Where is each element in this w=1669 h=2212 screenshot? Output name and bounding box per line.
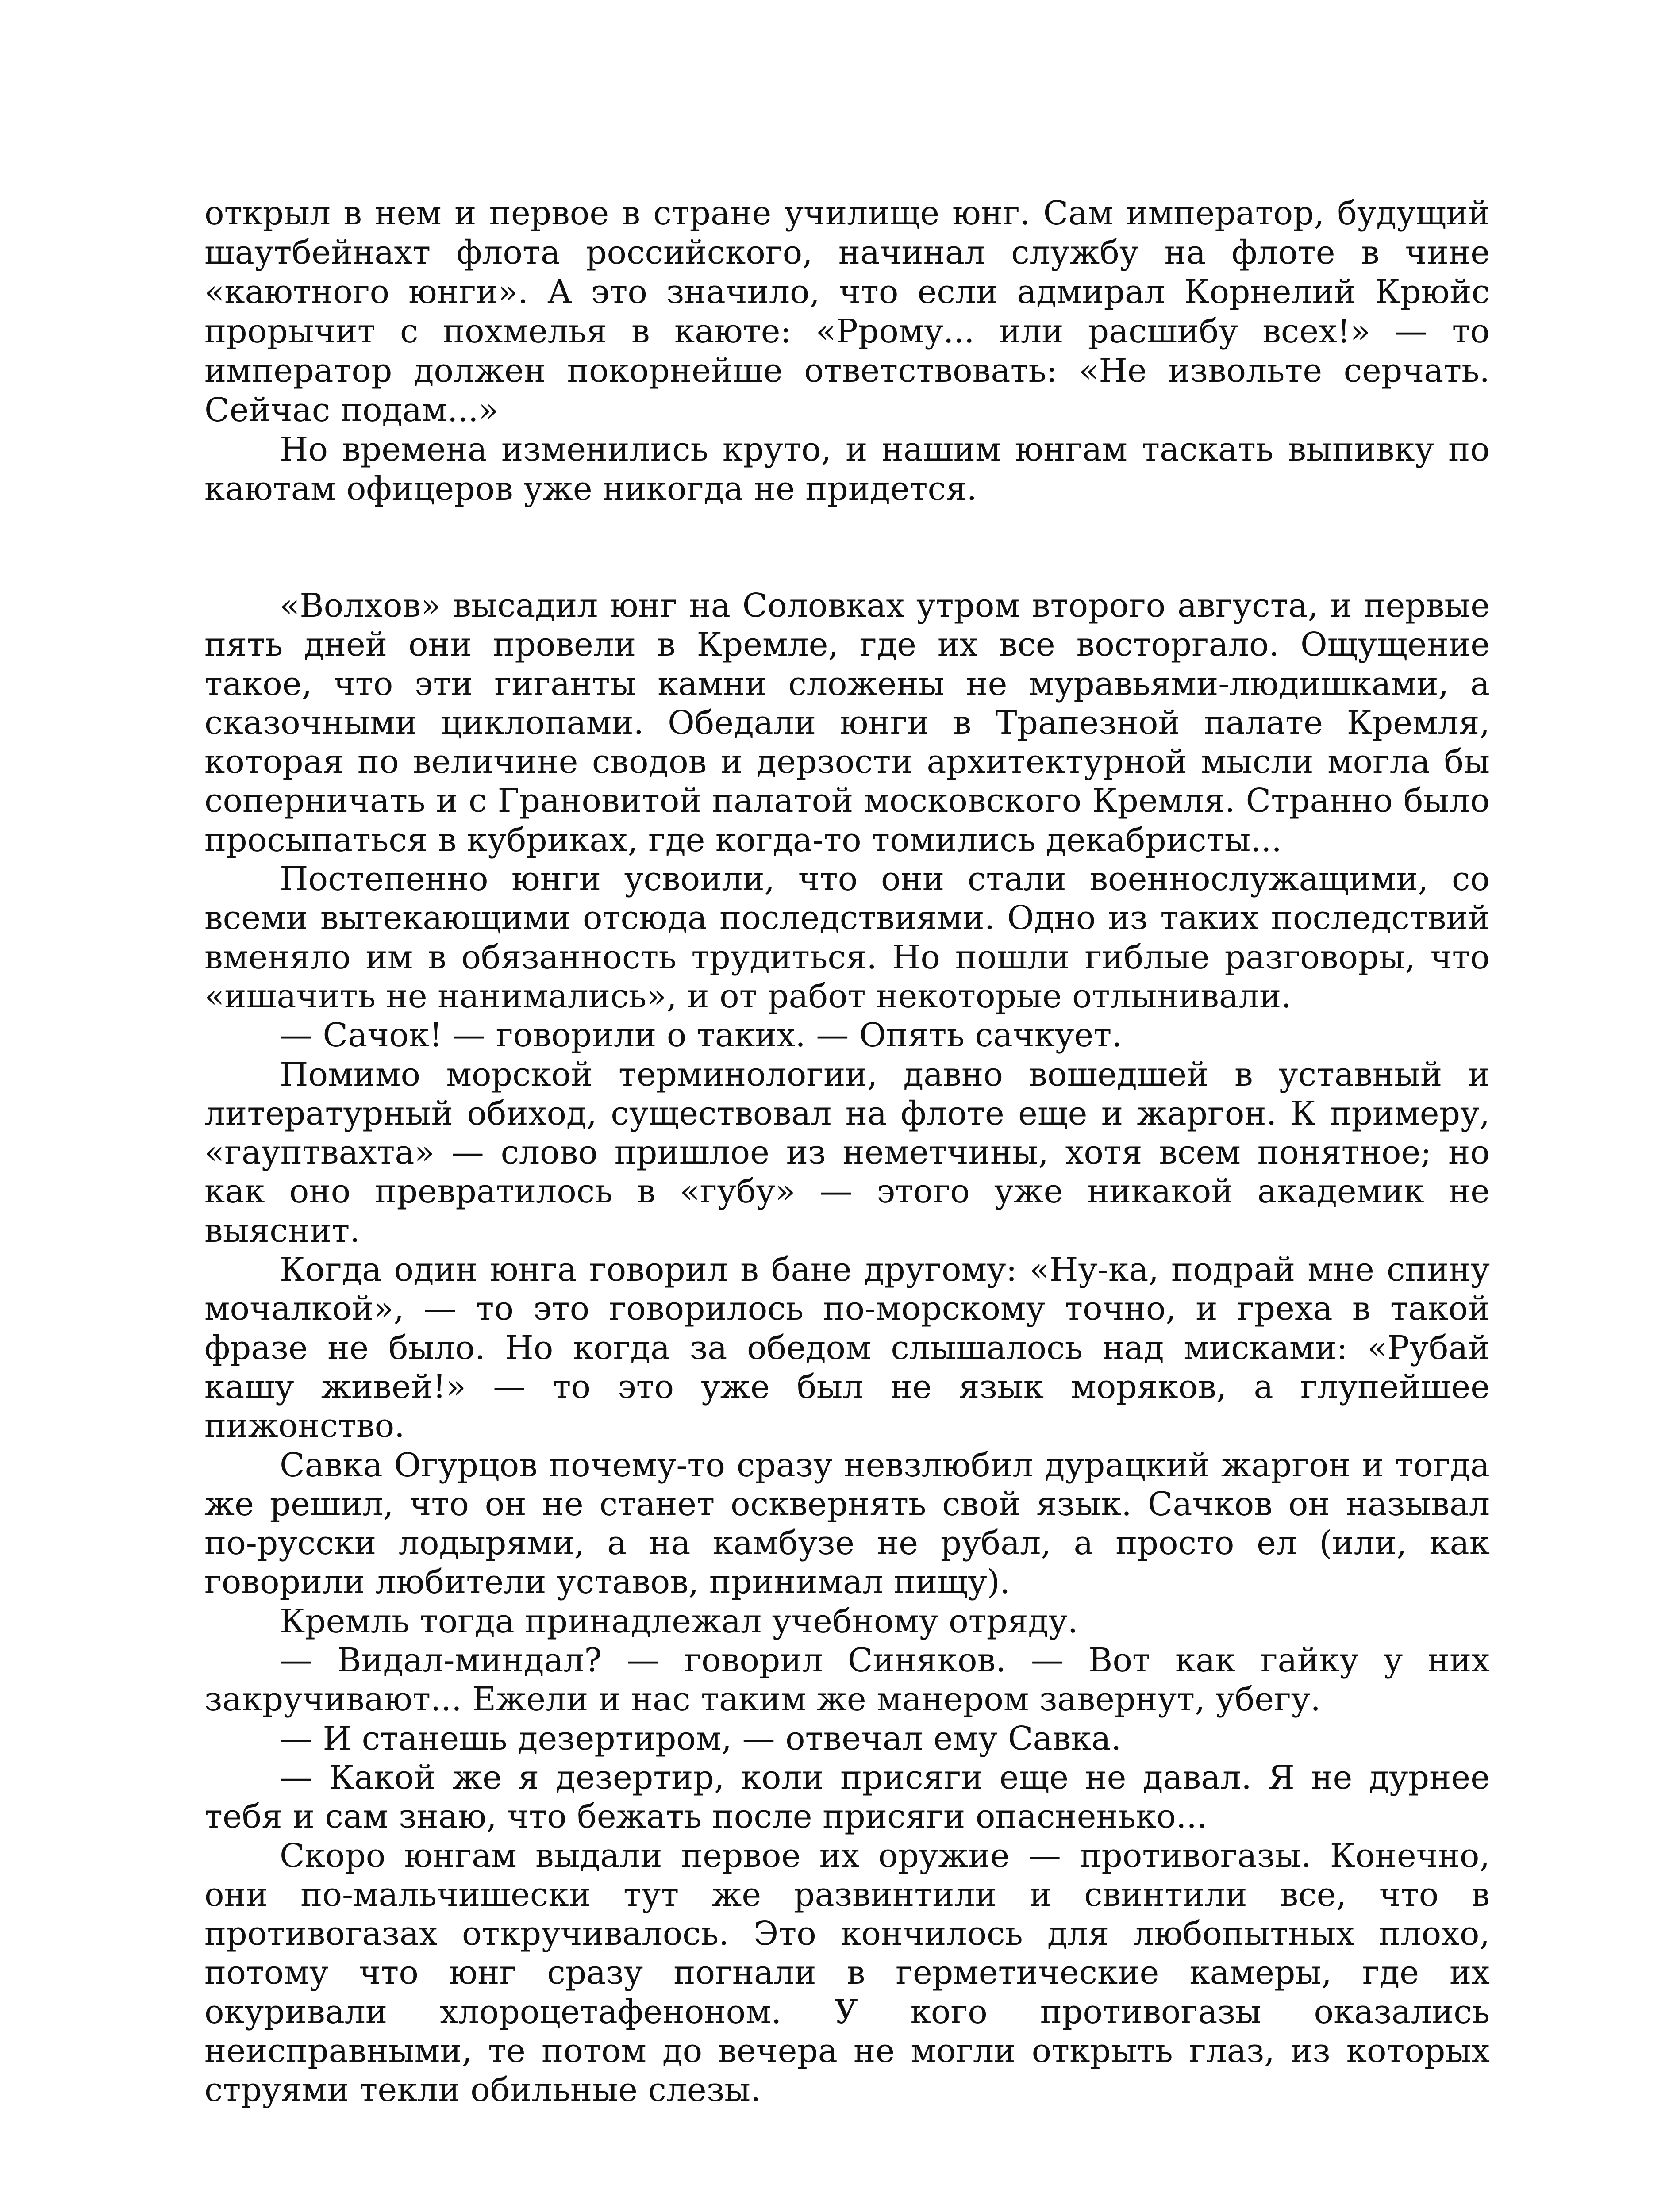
paragraph: открыл в нем и первое в стране училище юнг. Сам император, будущий шаутбейнахт флота российского, начинал службу на флоте в чине «каютного юнги». А это значило, что если адмирал Корнелий Крюйс прорычит с похмелья в каюте: «Ррому... или расшибу всех!» — то император должен покорнейше ответствовать: «Не извольте серчать. Сейчас подам...» bbox=[204, 194, 1490, 429]
paragraph: Постепенно юнги усвоили, что они стали военнослужащими, со всеми вытекающими отсюда последствиями. Одно из таких последствий вменяло им в обязанность трудиться. Но пошли гиблые разговоры, что «ишачить не нанимались», и от работ некоторые отлынивали. bbox=[204, 860, 1490, 1015]
dialogue-line: — Видал-миндал? — говорил Синяков. — Вот как гайку у них закручивают... Ежели и нас таким же манером завернут, убегу. bbox=[204, 1641, 1490, 1719]
paragraph: Скоро юнгам выдали первое их оружие — противогазы. Конечно, они по-мальчишески тут же развинтили и свинтили все, что в противогазах откручивалось. Это кончилось для любопытных плохо, потому что юнг сразу погнали в герметические камеры, где их окуривали хлороцетафеноном. У кого противогазы оказались неисправными, те потом до вечера не могли открыть глаз, из которых струями текли обильные слезы. bbox=[204, 1836, 1490, 2109]
dialogue-line: — И станешь дезертиром, — отвечал ему Савка. bbox=[280, 1719, 1122, 1758]
paragraph: Но времена изменились круто, и нашим юнгам таскать выпивку по каютам офицеров уже никогда не придется. bbox=[204, 430, 1490, 508]
paragraph: «Волхов» высадил юнг на Соловках утром второго августа, и первые пять дней они провели в Кремле, где их все восторгало. Ощущение такое, что эти гиганты камни сложены не муравьями-людишками, а сказочными циклопами. Обедали юнги в Трапезной палате Кремля, которая по величине сводов и дерзости архитектурной мысли могла бы соперничать и с Грановитой палатой московского Кремля. Странно было просыпаться в кубриках, где когда-то томились декабристы... bbox=[204, 587, 1490, 859]
dialogue-line: — Какой же я дезертир, коли присяги еще не давал. Я не дурнее тебя и сам знаю, что бежать после присяги опасненько... bbox=[204, 1758, 1490, 1836]
paragraph: Кремль тогда принадлежал учебному отряду. bbox=[280, 1602, 1078, 1640]
paragraph: Помимо морской терминологии, давно вошедшей в уставный и литературный обиход, существовал на флоте еще и жаргон. К примеру, «гауптвахта» — слово пришлое из неметчины, хотя всем понятное; но как оно превратилось в «губу» — этого уже никакой академик не выяснит. bbox=[204, 1055, 1490, 1250]
paragraph: Когда один юнга говорил в бане другому: «Ну-ка, подрай мне спину мочалкой», — то это говорилось по-морскому точно, и греха в такой фразе не было. Но когда за обедом слышалось над мисками: «Рубай кашу живей!» — то это уже был не язык моряков, а глупейшее пижонство. bbox=[204, 1251, 1490, 1445]
text-block-top bbox=[204, 194, 1490, 509]
dialogue-line: — Сачок! — говорили о таких. — Опять сачкует. bbox=[280, 1016, 1122, 1055]
text-block-main bbox=[204, 586, 1490, 2110]
paragraph: Савка Огурцов почему-то сразу невзлюбил дурацкий жаргон и тогда же решил, что он не станет осквернять свой язык. Сачков он называл по-русски лодырями, а на камбузе не рубал, а просто ел (или, как говорили любители уставов, принимал пищу). bbox=[204, 1446, 1490, 1601]
